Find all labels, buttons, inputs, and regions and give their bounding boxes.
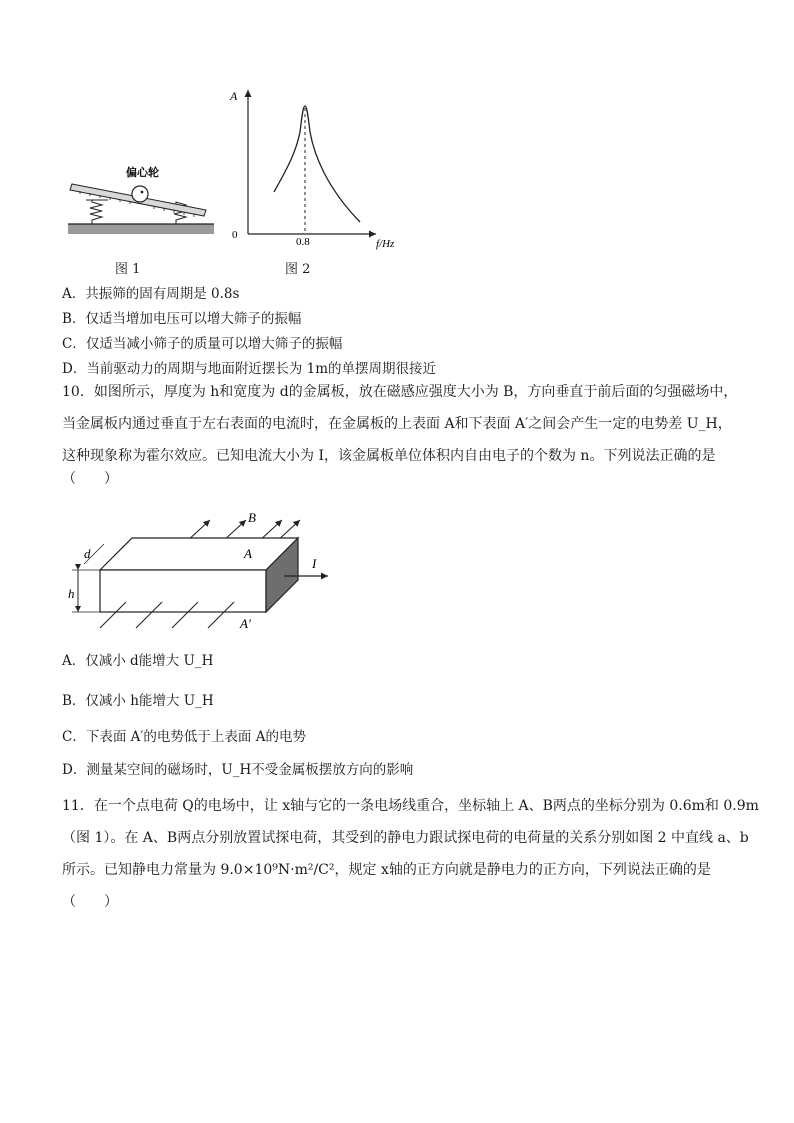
figure-2-caption: 图 2 xyxy=(285,262,311,277)
y-axis-label: A xyxy=(230,89,238,103)
label-h: h xyxy=(68,586,75,601)
q11-line-1: 11．在一个点电荷 Q的电场中，让 x轴与它的一条电场线重合，坐标轴上 A、B两点的坐标分别为 0.6m和 0.9m xyxy=(62,798,759,814)
figure-1-caption: 图 1 xyxy=(115,262,141,277)
x-axis-label: f/Hz xyxy=(376,238,395,250)
figure-1-sieve xyxy=(66,160,216,240)
label-A-bottom: A′ xyxy=(240,616,251,631)
q10-figure-hall-plate xyxy=(64,508,334,634)
plate-front-face xyxy=(100,570,266,612)
q10-line-4: （ ） xyxy=(62,471,118,487)
q9-option-b: B．仅适当增加电压可以增大筛子的振幅 xyxy=(62,311,302,327)
q10-line-2: 当金属板内通过垂直于左右表面的电流时，在金属板的上表面 A和下表面 A′之间会产生一定的电势差 U_H， xyxy=(62,416,732,432)
origin-label: 0 xyxy=(232,229,238,241)
label-I: I xyxy=(312,556,317,571)
plate-top-face xyxy=(100,538,298,570)
q9-option-d: D．当前驱动力的周期与地面附近摆长为 1m的单摆周期很接近 xyxy=(62,361,437,377)
q9-option-a: A．共振筛的固有周期是 0.8s xyxy=(62,286,240,302)
resonance-curve xyxy=(274,106,360,222)
eccentric-wheel-label: 偏心轮 xyxy=(126,167,159,179)
label-d: d xyxy=(84,546,91,561)
q11-line-4: （ ） xyxy=(62,894,118,910)
label-B: B xyxy=(248,510,256,525)
peak-x-label: 0.8 xyxy=(296,236,310,248)
q10-stem xyxy=(62,376,742,486)
q10-option-b: B．仅减小 h能增大 U_H xyxy=(62,693,214,709)
q10-line-1: 10．如图所示，厚度为 h和宽度为 d的金属板，放在磁感应强度大小为 B，方向垂直于前后面的匀强磁场中， xyxy=(62,384,738,400)
q11-line-2: （图 1）。在 A、B两点分别放置试探电荷，其受到的静电力跟试探电荷的电荷量的关系分别如图 2 中直线 a、b xyxy=(62,830,749,846)
q10-option-d: D．测量某空间的磁场时，U_H不受金属板摆放方向的影响 xyxy=(62,762,414,778)
label-A-top: A xyxy=(244,546,252,561)
spring-left xyxy=(86,200,108,224)
q10-option-a: A．仅减小 d能增大 U_H xyxy=(62,653,214,669)
q11-line-3: 所示。已知静电力常量为 9.0×10⁹N·m²/C²，规定 x轴的正方向就是静电力的正方向，下列说法正确的是 xyxy=(62,862,711,878)
eccentric-wheel xyxy=(132,186,148,202)
q10-option-c: C．下表面 A′的电势低于上表面 A的电势 xyxy=(62,729,306,745)
q11-stem xyxy=(62,790,759,918)
q10-line-3: 这种现象称为霍尔效应。已知电流大小为 I，该金属板单位体积内自由电子的个数为 n。下列说法正确的是 xyxy=(62,448,716,464)
figure-2-resonance-curve xyxy=(226,82,406,254)
q9-option-c: C．仅适当减小筛子的质量可以增大筛子的振幅 xyxy=(62,336,343,352)
